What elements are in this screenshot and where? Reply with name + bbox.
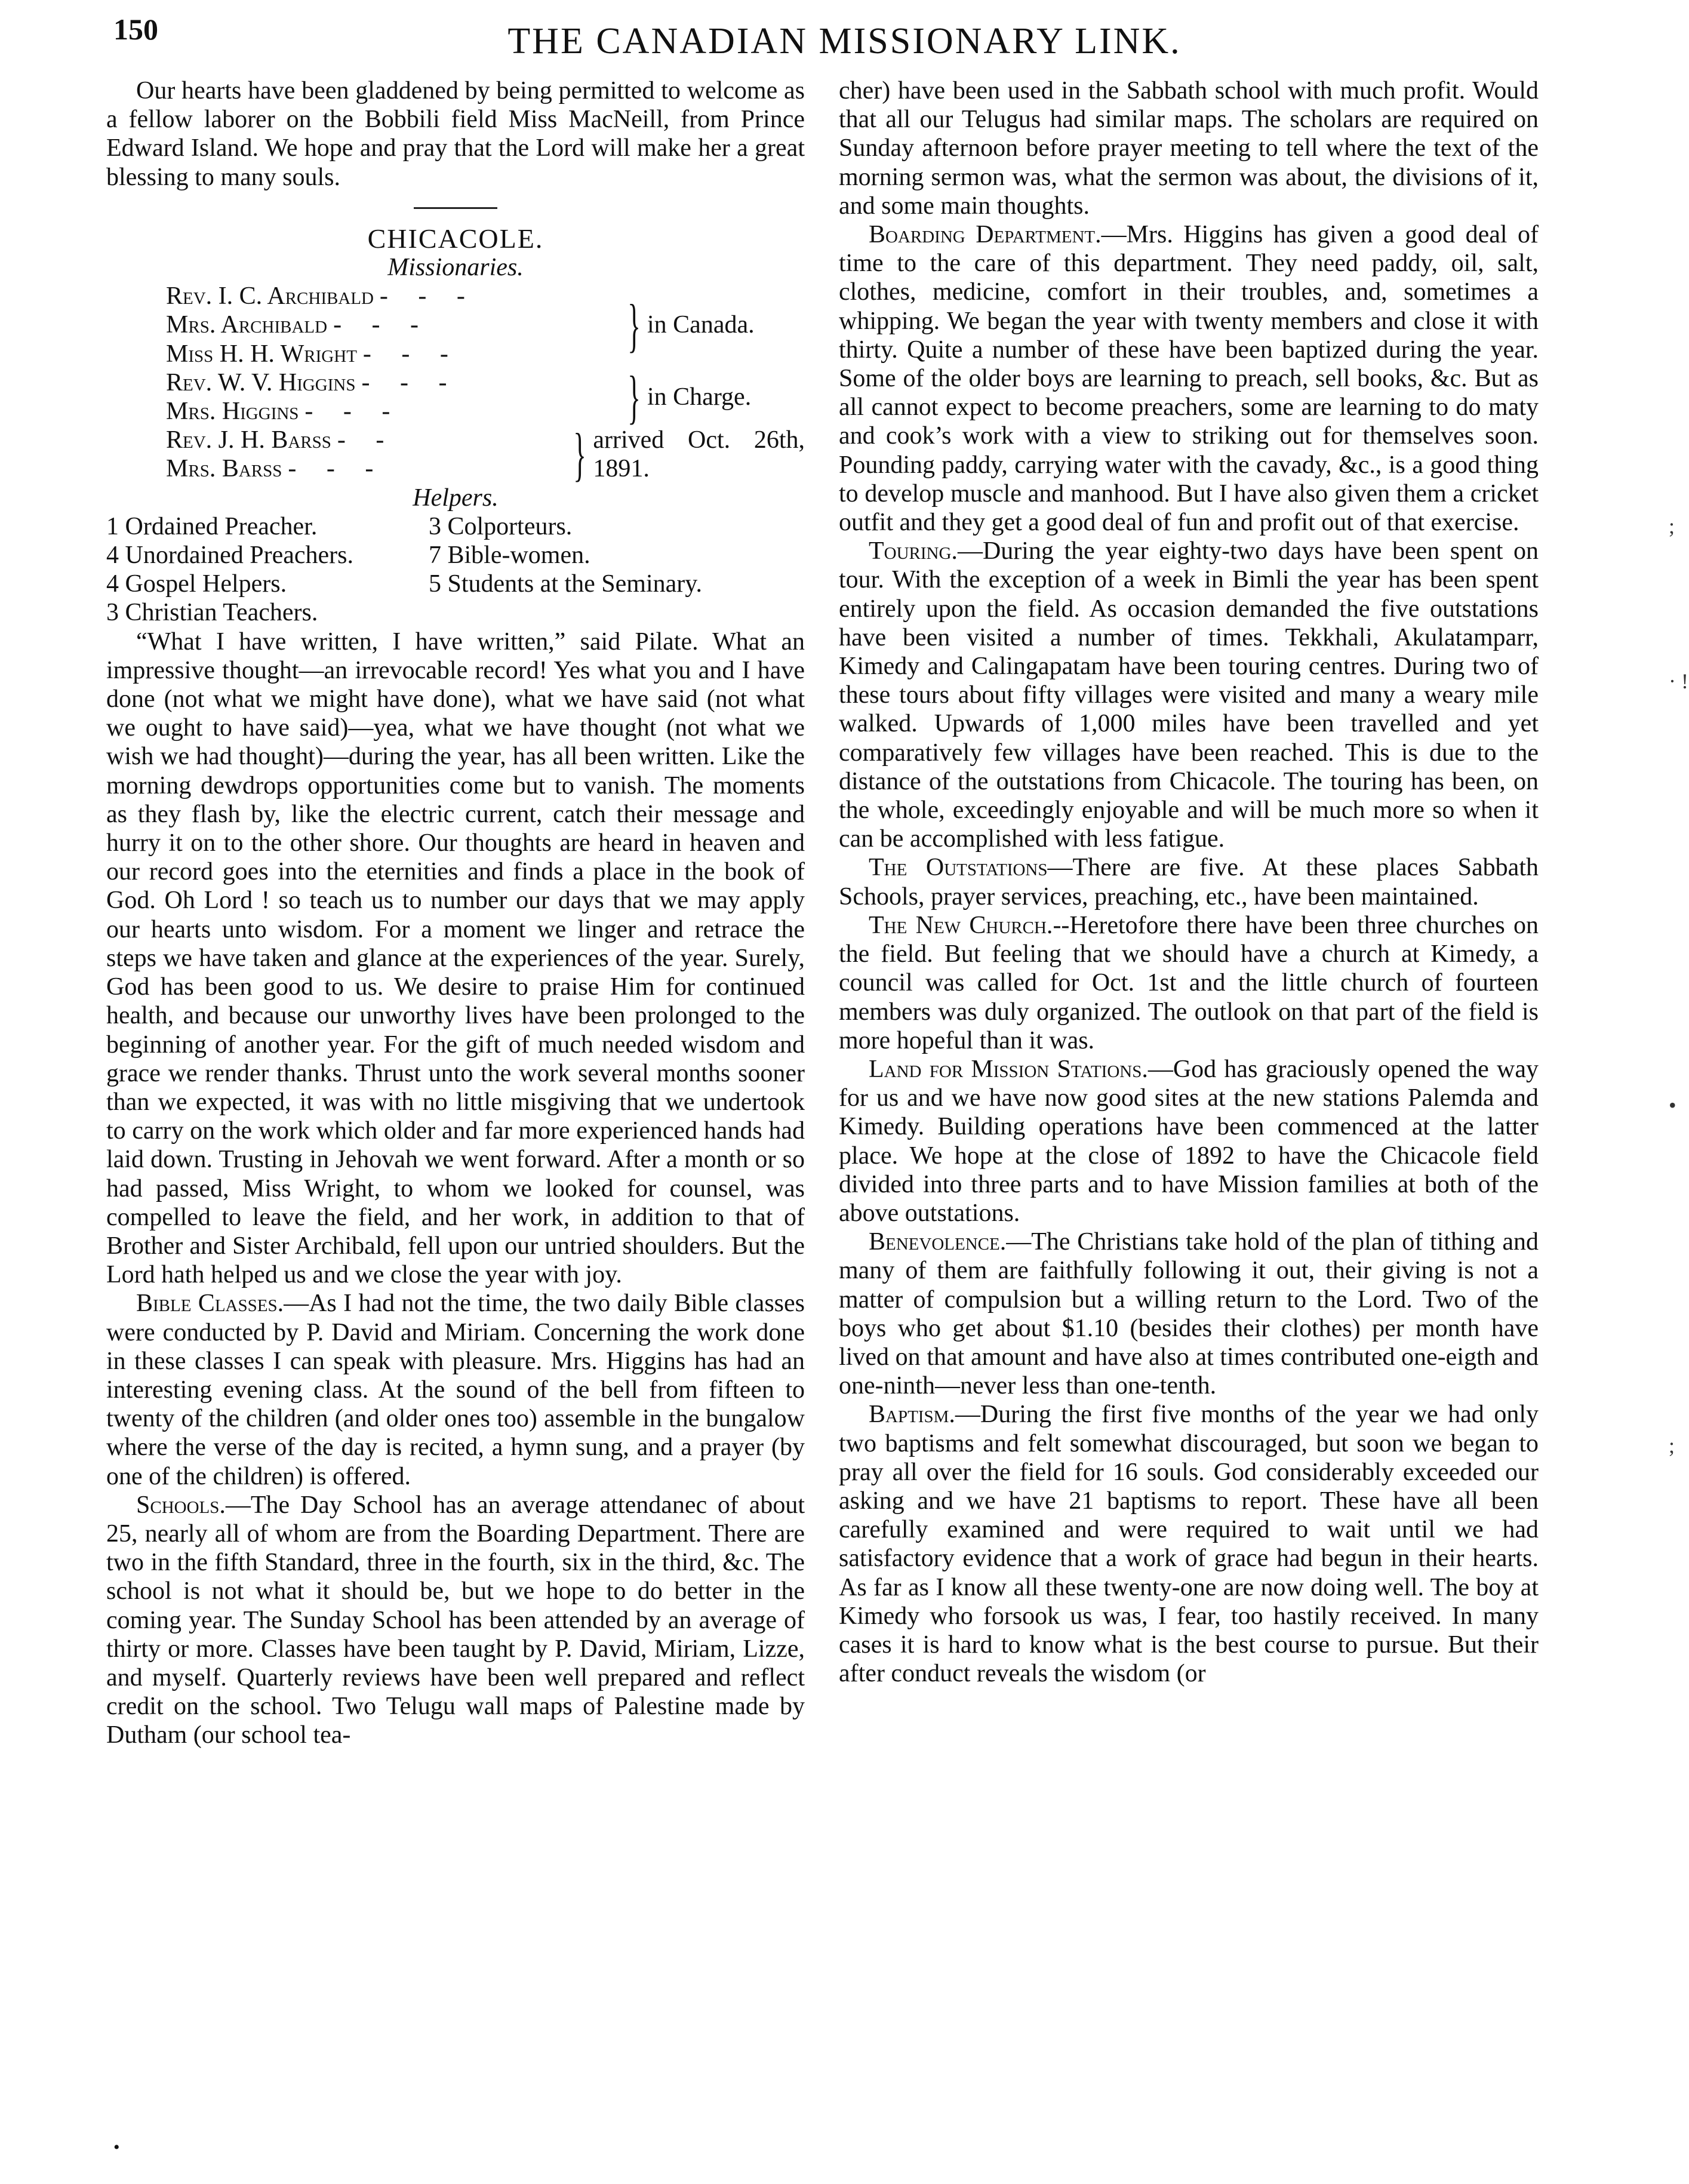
- section-paragraph: [839, 853, 1539, 910]
- helpers-list: [106, 512, 805, 627]
- section-paragraph: [839, 537, 1539, 853]
- missionary-group: [166, 282, 805, 368]
- missionary-names: [166, 282, 632, 368]
- missionary-names: [166, 368, 632, 426]
- missionary-names: [166, 426, 577, 483]
- missionary-status-note: arrived Oct. 26th, 1891.: [593, 426, 805, 483]
- missionary-name: Rev. J. H. Barss: [166, 426, 331, 454]
- helper-item: 3 Christian Teachers.: [106, 599, 318, 627]
- missionary-row: [166, 282, 632, 310]
- helper-item: [429, 598, 799, 627]
- section-paragraph: [106, 1491, 805, 1750]
- margin-mark: · !: [1669, 669, 1688, 693]
- left-paragraphs: [106, 627, 805, 1290]
- margin-mark: •: [113, 2137, 120, 2157]
- paragraph-text: --Heretofore there have been three churches on the field. But feeling that we should have a church at Kimedy, a council was called for Oct. 1st and the little church of fourteen members was duly organized. The outlook on that part of the field is more hopeful than it was.: [839, 911, 1539, 1054]
- helper-item: 4 Unordained Preachers.: [106, 542, 354, 570]
- helper-item: 5 Students at the Seminary.: [429, 570, 703, 598]
- helpers-heading: Helpers.: [413, 484, 499, 512]
- paragraph-text: —As I had not the time, the two daily Bible classes were conducted by P. David and Miriam. Concerning the work done in these classes I can speak with pleasure. Mrs. Higgins has had an interesting evening class. At the sound of the bell from fifteen to twenty of the children (and older ones too) assemble in the bungalow where the verse of the day is recited, a hymn sung, and a prayer (by one of the children) is offered.: [106, 1290, 805, 1490]
- page-number: 150: [113, 13, 158, 46]
- missionary-row: [166, 310, 632, 339]
- missionary-name: Mrs. Barss: [166, 455, 282, 483]
- section-paragraph: [839, 1055, 1539, 1228]
- paragraph-text: —During the first five months of the year we had only two baptisms and felt somewhat discouraged, but soon we began to pray all over the field for 16 souls. God considerably exceeded our asking and we have 21 baptisms to report. These have all been carefully examined and were required to wait until we had satisfactory evidence that a work of grace had begun in their hearts. As far as I know all these twenty-one are now doing well. The boy at Kimedy who forsook us was, I fear, too hastily received. In many cases it is hard to know what is the best course to pursue. But their after conduct reveals the wisdom (or: [839, 1401, 1539, 1688]
- paragraph-heading: Boarding Department.: [869, 221, 1102, 249]
- section-paragraph: [839, 1228, 1539, 1400]
- missionary-status-note: in Canada.: [647, 311, 755, 339]
- margin-mark: ;: [1669, 514, 1675, 538]
- leader-dots: - - -: [362, 340, 460, 368]
- missionaries-heading: Missionaries.: [387, 254, 524, 282]
- section-paragraph: [839, 911, 1539, 1055]
- missionary-group: [166, 421, 805, 488]
- missionary-row: [166, 397, 632, 426]
- missionary-row: [166, 426, 577, 454]
- missionary-row: [166, 340, 632, 368]
- missionary-row: [166, 368, 632, 397]
- paragraph-text: —God has graciously opened the way for us and we have now good sites at the new stations Palemda and Kimedy. Building operations have been commenced at the latter place. We hope at the close of 1892 to have the Chicacole field divided into three parts and to have Mission families at both of the above outstations.: [839, 1055, 1539, 1227]
- leader-dots: - - -: [304, 398, 402, 426]
- leader-dots: - - -: [288, 455, 386, 483]
- paragraph-heading: The New Church.: [869, 911, 1053, 939]
- left-column: [106, 76, 805, 1750]
- left-sections: [106, 1289, 805, 1749]
- helper-item: 1 Ordained Preacher.: [106, 512, 318, 540]
- paragraph-heading: Benevolence.: [869, 1228, 1007, 1256]
- leader-dots: - - -: [361, 368, 459, 396]
- paragraph-text: —The Day School has an average attendanec of about 25, nearly all of whom are from the Boarding Department. There are two in the fifth Standard, three in the fourth, six in the third, &c. The school is not what it should be, but we hope to do better in the coming year. The Sunday School has been attended by an average of thirty or more. Classes have been taught by P. David, Miriam, Lizze, and myself. Quarterly reviews have been well prepared and reflect credit on the school. Two Telugu wall maps of Palestine made by Dutham (our school tea-: [106, 1491, 805, 1749]
- leader-dots: - -: [337, 426, 396, 454]
- paragraph-text: —The Christians take hold of the plan of tithing and many of them are faithfully following it out, their giving is not a matter of compulsion but a willing return to the Lord. Two of the boys who get about $1.10 (besides their clothes) per month have lived on that amount and have also at times contributed one-eigth and one-ninth—never less than one-tenth.: [839, 1228, 1539, 1400]
- brace-glyph: }: [627, 364, 641, 430]
- missionary-name: Rev. W. V. Higgins: [166, 368, 356, 396]
- missionary-status-note: in Charge.: [647, 383, 752, 411]
- paragraph-heading: Bible Classes.: [136, 1290, 284, 1318]
- body-paragraph: “What I have written, I have written,” said Pilate. What an impressive thought—an irrevocable record! Yes what you and I have done (not what we might have done), what we have said (not what we ought to have said)—yea, what we have thought (not what we wish we had thought)—during the year, has all been written. Like the morning dewdrops opportunities come but to vanish. The moments as they flash by, like the electric current, catch their message and hurry it on to the other shore. Our thoughts are heard in heaven and our record goes into the eternities and finds a place in the book of God. Oh Lord ! so teach us to number our days that we may apply our hearts unto wisdom. For a moment we linger and retrace the steps we have taken and glance at the experiences of the year. Surely, God has been good to us. We desire to praise Him for continued health, and because our unworthy lives have been prolonged to the beginning of another year. For the gift of much needed wisdom and grace we render thanks. Thrust unto the work several months sooner than we expected, it was with no little misgiving that we undertook to carry on the work which older and far more experienced hands had laid down. Trusting in Jehovah we went forward. After a month or so had passed, Miss Wright, to whom we looked for counsel, was compelled to leave the field, and her work, in addition to that of Brother and Sister Archibald, fell upon our untried shoulders. But the Lord hath helped us and we close the year with joy.: [106, 627, 805, 1289]
- missionary-name: Mrs. Higgins: [166, 398, 299, 426]
- paragraph-text: —There are five. At these places Sabbath Schools, prayer services, preaching, etc., have been maintained.: [839, 854, 1539, 910]
- brace-glyph: }: [573, 421, 587, 488]
- right-sections: [839, 220, 1539, 1688]
- paragraph-text: —During the year eighty-two days have been spent on tour. With the exception of a week in Bimli the year has been spent entirely upon the field. As occasion demanded the five outstations have been visited a number of times. Tekkhali, Akulatamparr, Kimedy and Calingapatam have been touring centres. During two of these tours about fifty villages were visited and many a weary mile walked. Upwards of 1,000 miles have been travelled and yet comparatively few villages have been reached. This is due to the distance of the outstations from Chicacole. The touring has been, on the whole, exceedingly enjoyable and will be much more so when it can be accomplished with less fatigue.: [839, 537, 1539, 853]
- margin-mark: ;: [1669, 1434, 1675, 1457]
- missionaries-list: [166, 282, 805, 488]
- paragraph-heading: Land for Mission Stations.: [869, 1055, 1148, 1083]
- helper-item: 3 Colporteurs.: [429, 512, 573, 540]
- helper-item: 4 Gospel Helpers.: [106, 570, 287, 598]
- section-paragraph: [839, 1400, 1539, 1688]
- paragraph-heading: The Outstations: [869, 854, 1048, 882]
- leader-dots: - - -: [379, 282, 477, 310]
- missionary-name: Rev. I. C. Archibald: [166, 282, 374, 310]
- helper-item: 7 Bible-women.: [429, 542, 590, 570]
- missionary-name: Mrs. Archibald: [166, 311, 328, 339]
- leader-dots: - - -: [333, 311, 431, 339]
- paragraph-heading: Baptism.: [869, 1401, 955, 1429]
- paragraph-text: —Mrs. Higgins has given a good deal of time to the care of this department. They need paddy, oil, salt, clothes, medicine, comfort in their troubles, and, sometimes a whipping. We began the year with twenty members and close it with thirty. Quite a number of these have been baptized during the year. Some of the older boys are learning to preach, sell books, &c. But as all cannot expect to become preachers, some are learning to do maty and cook’s work with a view to striking out for themselves soon. Pounding paddy, carrying water with the cavady, &c., is a good thing to develop muscle and manhood. But I have also given them a cricket outfit and they get a good deal of fun and profit out of that exercise.: [839, 221, 1539, 537]
- margin-mark: •: [1669, 1093, 1676, 1117]
- section-paragraph: [839, 220, 1539, 537]
- masthead-title: THE CANADIAN MISSIONARY LINK.: [507, 21, 1182, 61]
- section-paragraph: [106, 1289, 805, 1490]
- continued-paragraph: cher) have been used in the Sabbath school with much profit. Would that all our Telugus had similar maps. The scholars are required on Sunday afternoon before prayer meeting to tell where the text of the morning sermon was, what the sermon was about, the divisions of it, and some main thoughts.: [839, 77, 1539, 220]
- missionary-name: Miss H. H. Wright: [166, 340, 357, 368]
- intro-paragraph: Our hearts have been gladdened by being permitted to welcome as a fellow laborer on the Bobbili field Miss MacNeill, from Prince Edward Island. We hope and pray that the Lord will make her a great blessing to many souls.: [106, 77, 805, 191]
- section-title: CHICACOLE.: [367, 223, 544, 254]
- paragraph-heading: Touring.: [869, 537, 958, 565]
- section-divider: [414, 207, 497, 209]
- right-column: [839, 76, 1539, 1688]
- brace-glyph: }: [627, 291, 641, 358]
- missionary-group: [166, 364, 805, 430]
- paragraph-heading: Schools.: [136, 1491, 226, 1519]
- missionary-row: [166, 454, 577, 483]
